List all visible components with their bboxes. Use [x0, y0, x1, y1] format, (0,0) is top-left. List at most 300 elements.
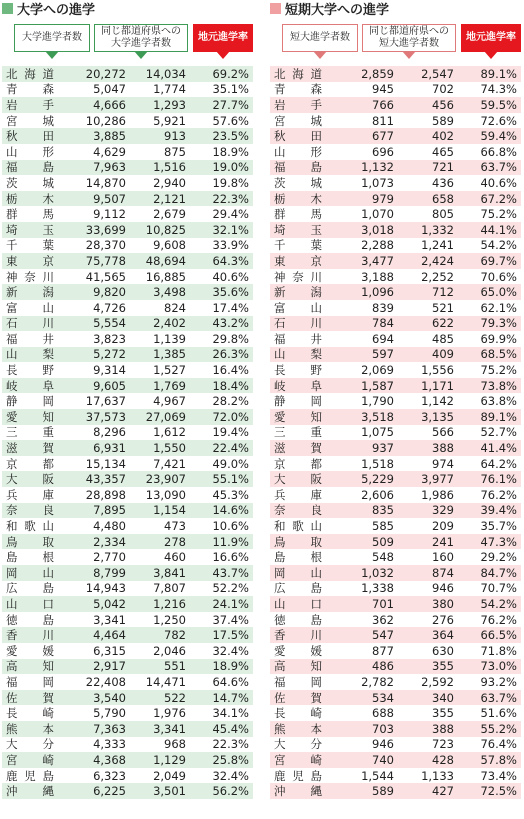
- table-row: [270, 316, 521, 332]
- local-rate: 45.4%: [212, 721, 249, 736]
- prefecture-name: 東 京: [6, 253, 54, 268]
- prefecture-name: 佐 賀: [6, 690, 54, 705]
- table-row: [270, 737, 521, 753]
- university-panel: [2, 0, 253, 799]
- table-row: [2, 581, 253, 597]
- local-rate: 14.7%: [212, 690, 249, 705]
- same-prefecture-count: 1,556: [421, 363, 454, 378]
- prefecture-name: 神 奈 川: [6, 269, 54, 284]
- local-rate: 34.1%: [212, 706, 249, 721]
- prefecture-name: 青 森: [6, 82, 54, 97]
- entrants-count: 5,554: [93, 316, 126, 331]
- table-row: [270, 440, 521, 456]
- table-row: [2, 549, 253, 565]
- table-row: [270, 690, 521, 706]
- local-rate: 18.4%: [212, 378, 249, 393]
- local-rate: 26.3%: [212, 347, 249, 362]
- same-prefecture-count: 658: [432, 191, 454, 206]
- table-row: [270, 222, 521, 238]
- local-rate: 32.4%: [212, 768, 249, 783]
- prefecture-name: 埼 玉: [274, 222, 322, 237]
- entrants-count: 1,338: [361, 581, 394, 596]
- entrants-count: 9,314: [93, 363, 126, 378]
- entrants-count: 43,357: [85, 472, 126, 487]
- prefecture-name: 愛 知: [6, 409, 54, 424]
- table-row: [270, 581, 521, 597]
- table-row: [2, 503, 253, 519]
- local-rate: 69.9%: [480, 331, 517, 346]
- entrants-count: 4,333: [93, 737, 126, 752]
- prefecture-name: 栃 木: [274, 191, 322, 206]
- table-row: [270, 783, 521, 799]
- entrants-count: 835: [372, 503, 394, 518]
- entrants-count: 1,073: [361, 175, 394, 190]
- same-prefecture-count: 427: [432, 784, 454, 799]
- local-rate: 35.7%: [480, 519, 517, 534]
- table-row: [270, 66, 521, 82]
- table-row: [2, 347, 253, 363]
- same-prefecture-count: 782: [164, 628, 186, 643]
- prefecture-name: 香 川: [6, 628, 54, 643]
- local-rate: 75.2%: [480, 363, 517, 378]
- prefecture-name: 徳 島: [6, 612, 54, 627]
- same-prefecture-count: 465: [432, 144, 454, 159]
- entrants-count: 6,315: [93, 643, 126, 658]
- table-row: [270, 705, 521, 721]
- table-row: [270, 97, 521, 113]
- entrants-count: 1,544: [361, 768, 394, 783]
- local-rate: 66.8%: [480, 144, 517, 159]
- local-rate: 59.4%: [480, 129, 517, 144]
- table-row: [2, 674, 253, 690]
- entrants-count: 2,288: [361, 238, 394, 253]
- same-prefecture-count: 2,252: [421, 269, 454, 284]
- local-rate: 93.2%: [480, 674, 517, 689]
- green-square-icon: [2, 3, 13, 14]
- local-rate: 79.3%: [480, 316, 517, 331]
- prefecture-name: 長 野: [6, 363, 54, 378]
- local-rate: 45.3%: [212, 487, 249, 502]
- local-rate: 16.6%: [212, 550, 249, 565]
- local-rate: 22.4%: [212, 441, 249, 456]
- same-prefecture-count: 276: [432, 612, 454, 627]
- prefecture-name: 愛 知: [274, 409, 322, 424]
- table-row: [270, 534, 521, 550]
- table-row: [2, 596, 253, 612]
- entrants-count: 5,272: [93, 347, 126, 362]
- same-prefecture-count: 630: [432, 643, 454, 658]
- prefecture-name: 東 京: [274, 253, 322, 268]
- prefecture-name: 山 形: [274, 144, 322, 159]
- local-rate: 59.5%: [480, 97, 517, 112]
- local-rate: 84.7%: [480, 565, 517, 580]
- table-row: [2, 222, 253, 238]
- local-rate: 70.6%: [480, 269, 517, 284]
- prefecture-name: 鳥 取: [274, 534, 322, 549]
- local-rate: 33.9%: [212, 238, 249, 253]
- same-prefecture-count: 278: [164, 534, 186, 549]
- entrants-count: 740: [372, 752, 394, 767]
- entrants-count: 1,132: [361, 160, 394, 175]
- prefecture-name: 沖 縄: [6, 784, 54, 799]
- local-rate: 71.8%: [480, 643, 517, 658]
- entrants-count: 2,334: [93, 534, 126, 549]
- prefecture-name: 愛 媛: [274, 643, 322, 658]
- prefecture-name: 鹿 児 島: [274, 768, 322, 783]
- same-prefecture-count: 874: [432, 565, 454, 580]
- table-row: [2, 534, 253, 550]
- local-rate: 73.0%: [480, 659, 517, 674]
- local-rate: 57.8%: [480, 752, 517, 767]
- prefecture-name: 長 崎: [6, 706, 54, 721]
- prefecture-name: 茨 城: [6, 175, 54, 190]
- prefecture-name: 岐 阜: [6, 378, 54, 393]
- same-prefecture-count: 522: [164, 690, 186, 705]
- same-prefecture-count: 1,976: [153, 706, 186, 721]
- prefecture-name: 石 川: [274, 316, 322, 331]
- same-prefecture-count: 48,694: [145, 253, 186, 268]
- table-row: [270, 284, 521, 300]
- local-rate: 64.6%: [212, 674, 249, 689]
- junior-college-title: [270, 0, 521, 16]
- prefecture-name: 北 海 道: [274, 66, 322, 81]
- entrants-count: 14,943: [85, 581, 126, 596]
- prefecture-name: 宮 城: [6, 113, 54, 128]
- local-rate: 72.0%: [212, 409, 249, 424]
- prefecture-name: 京 都: [6, 456, 54, 471]
- table-row: [2, 284, 253, 300]
- entrants-count: 41,565: [85, 269, 126, 284]
- prefecture-name: 秋 田: [6, 129, 54, 144]
- local-rate: 35.6%: [212, 285, 249, 300]
- entrants-count: 15,134: [85, 456, 126, 471]
- entrants-count: 7,363: [93, 721, 126, 736]
- prefecture-name: 高 知: [6, 659, 54, 674]
- table-row: [2, 144, 253, 160]
- local-rate: 29.4%: [212, 207, 249, 222]
- local-rate: 14.6%: [212, 503, 249, 518]
- same-prefecture-count: 1,774: [153, 82, 186, 97]
- arrow-down-icon: [313, 51, 327, 59]
- same-prefecture-count: 2,679: [153, 207, 186, 222]
- entrants-count: 677: [372, 129, 394, 144]
- entrants-count: 3,477: [361, 253, 394, 268]
- same-prefecture-count: 329: [432, 503, 454, 518]
- entrants-count: 4,368: [93, 752, 126, 767]
- same-prefecture-count: 1,385: [153, 347, 186, 362]
- entrants-count: 703: [372, 721, 394, 736]
- local-rate: 23.5%: [212, 129, 249, 144]
- prefecture-name: 新 潟: [6, 285, 54, 300]
- prefecture-name: 宮 崎: [274, 752, 322, 767]
- table-row: [270, 487, 521, 503]
- table-row: [270, 674, 521, 690]
- local-rate: 17.5%: [212, 628, 249, 643]
- entrants-count: 839: [372, 300, 394, 315]
- table-row: [270, 643, 521, 659]
- same-prefecture-count: 7,421: [153, 456, 186, 471]
- table-row: [270, 409, 521, 425]
- table-row: [270, 596, 521, 612]
- entrants-count: 2,782: [361, 674, 394, 689]
- local-rate: 11.9%: [212, 534, 249, 549]
- prefecture-name: 大 分: [274, 737, 322, 752]
- entrants-count: 486: [372, 659, 394, 674]
- arrow-down-icon: [484, 51, 498, 59]
- prefecture-name: 京 都: [274, 456, 322, 471]
- table-row: [2, 612, 253, 628]
- same-prefecture-count: 1,769: [153, 378, 186, 393]
- same-prefecture-count: 1,139: [153, 331, 186, 346]
- local-rate: 28.2%: [212, 394, 249, 409]
- prefecture-name: 静 岡: [6, 394, 54, 409]
- entrants-count: 22,408: [85, 674, 126, 689]
- same-prefecture-count: 473: [164, 519, 186, 534]
- entrants-count: 597: [372, 347, 394, 362]
- table-row: [270, 378, 521, 394]
- local-rate: 47.3%: [480, 534, 517, 549]
- local-rate: 40.6%: [212, 269, 249, 284]
- same-prefecture-count: 355: [432, 706, 454, 721]
- table-row: [2, 66, 253, 82]
- same-prefecture-count: 1,142: [421, 394, 454, 409]
- table-row: [2, 393, 253, 409]
- prefecture-name: 佐 賀: [274, 690, 322, 705]
- entrants-count: 4,480: [93, 519, 126, 534]
- prefecture-name: 熊 本: [6, 721, 54, 736]
- prefecture-name: 富 山: [274, 300, 322, 315]
- prefecture-name: 青 森: [274, 82, 322, 97]
- entrants-count: 2,770: [93, 550, 126, 565]
- table-row: [270, 549, 521, 565]
- local-rate: 41.4%: [480, 441, 517, 456]
- entrants-count: 585: [372, 519, 394, 534]
- table-row: [270, 175, 521, 191]
- same-prefecture-count: 1,986: [421, 487, 454, 502]
- entrants-count: 589: [372, 784, 394, 799]
- same-prefecture-count: 460: [164, 550, 186, 565]
- same-prefecture-count: 2,046: [153, 643, 186, 658]
- same-prefecture-count: 436: [432, 175, 454, 190]
- prefecture-name: 広 島: [274, 581, 322, 596]
- same-prefecture-count: 2,402: [153, 316, 186, 331]
- entrants-count: 2,606: [361, 487, 394, 502]
- prefecture-name: 島 根: [274, 550, 322, 565]
- local-rate: 17.4%: [212, 300, 249, 315]
- junior-college-header: [270, 22, 521, 66]
- entrants-count: 1,075: [361, 425, 394, 440]
- entrants-count: 1,096: [361, 285, 394, 300]
- same-prefecture-count: 974: [432, 456, 454, 471]
- prefecture-name: 三 重: [6, 425, 54, 440]
- same-prefecture-count: 566: [432, 425, 454, 440]
- prefecture-name: 宮 城: [274, 113, 322, 128]
- table-row: [270, 300, 521, 316]
- prefecture-name: 香 川: [274, 628, 322, 643]
- entrants-count: 945: [372, 82, 394, 97]
- local-rate: 44.1%: [480, 222, 517, 237]
- table-row: [2, 518, 253, 534]
- same-prefecture-count: 723: [432, 737, 454, 752]
- prefecture-name: 山 口: [274, 596, 322, 611]
- table-row: [2, 659, 253, 675]
- prefecture-name: 高 知: [274, 659, 322, 674]
- arrow-down-icon: [216, 51, 230, 59]
- table-row: [2, 425, 253, 441]
- entrants-count: 3,823: [93, 331, 126, 346]
- prefecture-name: 徳 島: [274, 612, 322, 627]
- table-row: [2, 331, 253, 347]
- local-rate: 29.2%: [480, 550, 517, 565]
- same-prefecture-count: 521: [432, 300, 454, 315]
- prefecture-name: 奈 良: [6, 503, 54, 518]
- prefecture-name: 大 阪: [6, 472, 54, 487]
- entrants-count: 3,341: [93, 612, 126, 627]
- entrants-count: 4,464: [93, 628, 126, 643]
- local-rate: 27.7%: [212, 97, 249, 112]
- table-row: [2, 113, 253, 129]
- same-prefecture-count: 2,121: [153, 191, 186, 206]
- same-prefecture-count: 1,612: [153, 425, 186, 440]
- entrants-count: 937: [372, 441, 394, 456]
- table-row: [2, 783, 253, 799]
- entrants-count: 37,573: [85, 409, 126, 424]
- prefecture-name: 福 島: [274, 160, 322, 175]
- prefecture-name: 長 崎: [274, 706, 322, 721]
- local-rate: 35.1%: [212, 82, 249, 97]
- entrants-count: 5,042: [93, 596, 126, 611]
- local-rate: 76.2%: [480, 612, 517, 627]
- entrants-count: 694: [372, 331, 394, 346]
- same-prefecture-count: 2,592: [421, 674, 454, 689]
- local-rate: 16.4%: [212, 363, 249, 378]
- table-row: [2, 565, 253, 581]
- table-row: [2, 253, 253, 269]
- same-prefecture-count: 340: [432, 690, 454, 705]
- same-prefecture-count: 824: [164, 300, 186, 315]
- local-rate: 72.6%: [480, 113, 517, 128]
- local-rate: 19.8%: [212, 175, 249, 190]
- local-rate: 29.8%: [212, 331, 249, 346]
- table-row: [270, 128, 521, 144]
- local-rate: 63.7%: [480, 160, 517, 175]
- same-prefecture-count: 3,341: [153, 721, 186, 736]
- prefecture-name: 滋 賀: [274, 441, 322, 456]
- same-prefecture-count: 23,907: [145, 472, 186, 487]
- same-prefecture-count: 380: [432, 596, 454, 611]
- junior-college-table: [270, 66, 521, 799]
- entrants-count: 7,895: [93, 503, 126, 518]
- same-prefecture-count: 968: [164, 737, 186, 752]
- entrants-count: 28,370: [85, 238, 126, 253]
- entrants-count: 688: [372, 706, 394, 721]
- entrants-count: 547: [372, 628, 394, 643]
- same-prefecture-count: 2,547: [421, 66, 454, 81]
- entrants-count: 9,112: [93, 207, 126, 222]
- entrants-count: 10,286: [85, 113, 126, 128]
- same-prefecture-count: 946: [432, 581, 454, 596]
- university-table: [2, 66, 253, 799]
- same-prefecture-count: 805: [432, 207, 454, 222]
- entrants-count: 9,820: [93, 285, 126, 300]
- table-row: [270, 627, 521, 643]
- prefecture-name: 大 分: [6, 737, 54, 752]
- same-prefecture-count: 1,516: [153, 160, 186, 175]
- same-prefecture-count: 3,841: [153, 565, 186, 580]
- table-row: [2, 409, 253, 425]
- local-rate: 24.1%: [212, 596, 249, 611]
- table-row: [2, 456, 253, 472]
- prefecture-name: 福 岡: [274, 674, 322, 689]
- local-rate: 51.6%: [480, 706, 517, 721]
- university-title: [2, 0, 253, 16]
- same-prefecture-count: 1,250: [153, 612, 186, 627]
- same-prefecture-count: 551: [164, 659, 186, 674]
- local-rate: 32.1%: [212, 222, 249, 237]
- prefecture-name: 神 奈 川: [274, 269, 322, 284]
- table-row: [270, 612, 521, 628]
- same-prefecture-count: 485: [432, 331, 454, 346]
- local-rate: 39.4%: [480, 503, 517, 518]
- local-rate: 55.2%: [480, 721, 517, 736]
- local-rate: 74.3%: [480, 82, 517, 97]
- prefecture-name: 愛 媛: [6, 643, 54, 658]
- same-prefecture-count: 409: [432, 347, 454, 362]
- table-row: [2, 362, 253, 378]
- table-row: [2, 752, 253, 768]
- prefecture-name: 福 井: [274, 331, 322, 346]
- same-prefecture-count: 875: [164, 144, 186, 159]
- header-university-entrants: 大学進学者数: [14, 24, 90, 52]
- entrants-count: 28,898: [85, 487, 126, 502]
- table-row: [2, 269, 253, 285]
- same-prefecture-count: 721: [432, 160, 454, 175]
- entrants-count: 3,540: [93, 690, 126, 705]
- entrants-count: 6,225: [93, 784, 126, 799]
- entrants-count: 9,605: [93, 378, 126, 393]
- local-rate: 57.6%: [212, 113, 249, 128]
- prefecture-name: 三 重: [274, 425, 322, 440]
- local-rate: 37.4%: [212, 612, 249, 627]
- entrants-count: 8,296: [93, 425, 126, 440]
- table-row: [270, 456, 521, 472]
- same-prefecture-count: 622: [432, 316, 454, 331]
- prefecture-name: 群 馬: [6, 207, 54, 222]
- table-row: [2, 191, 253, 207]
- entrants-count: 1,518: [361, 456, 394, 471]
- table-row: [270, 503, 521, 519]
- prefecture-name: 山 梨: [274, 347, 322, 362]
- entrants-count: 534: [372, 690, 394, 705]
- prefecture-name: 滋 賀: [6, 441, 54, 456]
- prefecture-name: 富 山: [6, 300, 54, 315]
- local-rate: 10.6%: [212, 519, 249, 534]
- table-row: [270, 347, 521, 363]
- same-prefecture-count: 1,550: [153, 441, 186, 456]
- same-prefecture-count: 388: [432, 721, 454, 736]
- table-row: [2, 737, 253, 753]
- local-rate: 25.8%: [212, 752, 249, 767]
- same-prefecture-count: 7,807: [153, 581, 186, 596]
- local-rate: 65.0%: [480, 285, 517, 300]
- same-prefecture-count: 355: [432, 659, 454, 674]
- same-prefecture-count: 3,135: [421, 409, 454, 424]
- prefecture-name: 奈 良: [274, 503, 322, 518]
- prefecture-name: 広 島: [6, 581, 54, 596]
- local-rate: 22.3%: [212, 191, 249, 206]
- entrants-count: 33,699: [85, 222, 126, 237]
- prefecture-name: 岩 手: [274, 97, 322, 112]
